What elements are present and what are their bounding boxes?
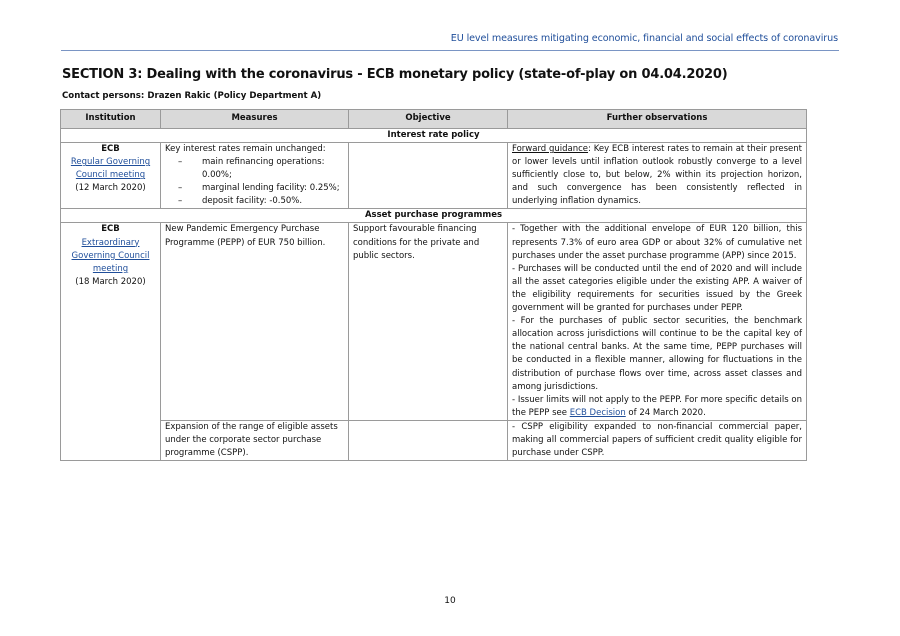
header-measures: Measures <box>161 110 349 129</box>
measures-table <box>60 109 807 461</box>
meeting-date: (12 March 2020) <box>75 183 146 194</box>
list-item: – marginal lending facility: 0.25%; <box>165 182 344 195</box>
group-title-asset-purchase: Asset purchase programmes <box>61 209 807 223</box>
table-row <box>61 143 807 209</box>
observation-text: of 24 March 2020. <box>625 407 706 418</box>
contact-persons: Contact persons: Drazen Rakic (Policy Department A) <box>62 91 322 101</box>
meeting-date: (18 March 2020) <box>75 276 146 287</box>
table-row <box>61 223 807 420</box>
header-objective: Objective <box>349 110 508 129</box>
header-institution: Institution <box>61 110 161 129</box>
observation-paragraph: - Purchases will be conducted until the end of 2020 and will include all the asset categories eligible under the existing APP. A waiver of the eligibility requirements for securities issued by the Greek government will be granted for purchases under PEPP. <box>512 263 802 314</box>
ecb-decision-link[interactable]: ECB Decision <box>569 407 626 418</box>
observation-paragraph: - Together with the additional envelope of EUR 120 billion, this represents 7.3% of euro area GDP or about 32% of cumulative net purchases under the asset purchase programme (APP) since 2015. <box>512 224 802 261</box>
running-header: EU level measures mitigating economic, financial and social effects of coronavirus <box>450 33 838 44</box>
group-header-row <box>61 209 807 223</box>
group-header-row <box>61 129 807 143</box>
observations-cell <box>508 143 807 209</box>
meeting-link[interactable]: Extraordinary Governing Council meeting <box>71 237 150 274</box>
header-further-observations: Further observations <box>508 110 807 129</box>
objective-cell <box>349 420 508 460</box>
institution-cell <box>61 143 161 209</box>
page-number: 10 <box>444 596 456 606</box>
measures-cell <box>161 143 349 209</box>
list-item: – deposit facility: -0.50%. <box>165 195 344 208</box>
observation-text: : Key ECB interest rates to remain at their present or lower levels until inflation outlook robustly converge to a level sufficiently close to, but below, 2% within its projection horizon, and such convergence has been consistently reflected in underlying inflation dynamics. <box>512 144 802 207</box>
forward-guidance-label: Forward guidance <box>512 144 589 154</box>
observation-paragraph: - For the purchases of public sector securities, the benchmark allocation across jurisdictions will continue to be the capital key of the national central banks. At the same time, PEPP purchases will be conducted in a flexible manner, allowing for fluctuations in the distribution of purchase flows over time, across asset classes and among jurisdictions. <box>512 316 802 392</box>
header-divider <box>61 50 839 51</box>
rate-list <box>165 156 344 208</box>
observations-cell: - CSPP eligibility expanded to non-financial commercial paper, making all commercial papers of sufficient credit quality eligible for purchase under CSPP. <box>508 420 807 460</box>
institution-name: ECB <box>101 144 120 154</box>
table-row <box>61 420 807 460</box>
section-title: SECTION 3: Dealing with the coronavirus - ECB monetary policy (state-of-play on 04.04.2020) <box>62 67 728 82</box>
measures-cell: New Pandemic Emergency Purchase Programme (PEPP) of EUR 750 billion. <box>161 223 349 420</box>
group-title-interest-rate: Interest rate policy <box>61 129 807 143</box>
measures-cell: Expansion of the range of eligible assets under the corporate sector purchase programme (CSPP). <box>161 420 349 460</box>
measure-intro: Key interest rates remain unchanged: <box>165 144 326 154</box>
meeting-link[interactable]: Regular Governing Council meeting <box>70 157 151 181</box>
observation-text: - Issuer limits will not apply to the PEPP. For more specific details on the PEPP see <box>512 394 802 418</box>
objective-cell: Support favourable financing conditions for the private and public sectors. <box>349 223 508 420</box>
observation-paragraph <box>512 394 802 420</box>
institution-name: ECB <box>101 224 120 235</box>
objective-cell <box>349 143 508 209</box>
list-item: – main refinancing operations: 0.00%; <box>165 156 344 182</box>
table-header-row <box>61 110 807 129</box>
institution-cell <box>61 223 161 461</box>
observations-cell <box>508 223 807 420</box>
